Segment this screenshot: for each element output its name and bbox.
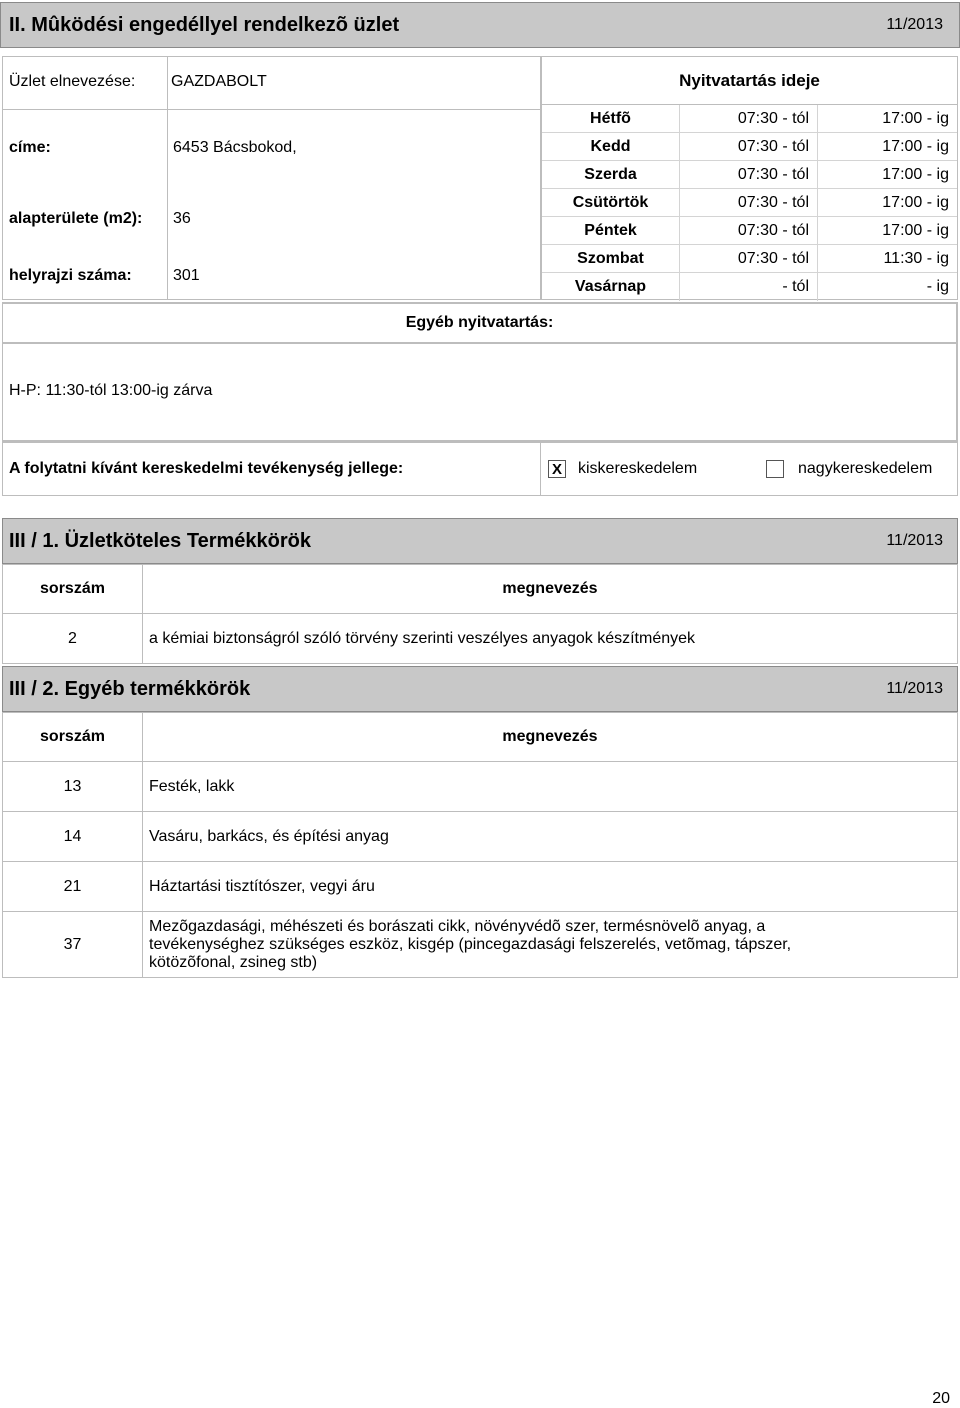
opening-hours-row bbox=[542, 133, 957, 161]
opening-hours-from: 07:30 - tól bbox=[680, 217, 818, 244]
retail-label: kiskereskedelem bbox=[578, 460, 698, 477]
opening-hours-to: 17:00 - ig bbox=[882, 193, 949, 211]
section-2-number: 11/2013 bbox=[886, 16, 943, 33]
col-header-number: sorszám bbox=[3, 565, 143, 613]
opening-hours-to: 17:00 - ig bbox=[882, 165, 949, 183]
row-name: Vasáru, barkács, és építési anyag bbox=[149, 827, 389, 845]
opening-hours-from: 07:30 - tól bbox=[680, 245, 818, 272]
wholesale-label: nagykereskedelem bbox=[798, 460, 933, 477]
other-hours-value: H-P: 11:30-tól 13:00-ig zárva bbox=[9, 382, 213, 399]
table-header-row bbox=[2, 564, 958, 614]
row-number: 21 bbox=[3, 862, 143, 911]
row-name: Mezõgazdasági, méhészeti és borászati cikk, növényvédõ szer, termésnövelõ anyag, a tevékenységhez szükséges eszköz, kisgép (pincegazdasági felszerelés, vetõmag, tápszer, kötözõfonal, zsineg stb) bbox=[149, 917, 792, 971]
other-hours-label-text: Egyéb nyitvatartás: bbox=[405, 314, 554, 331]
page-number: 20 bbox=[932, 1390, 950, 1407]
opening-hours-to: 17:00 - ig bbox=[882, 109, 949, 127]
table-row bbox=[2, 812, 958, 862]
activity-row bbox=[2, 442, 958, 496]
row-number: 2 bbox=[3, 614, 143, 663]
opening-hours-row bbox=[542, 217, 957, 245]
row-number: 13 bbox=[3, 762, 143, 811]
opening-hours-table bbox=[541, 56, 958, 300]
row-name: Háztartási tisztítószer, vegyi áru bbox=[149, 877, 375, 895]
opening-hours-day: Kedd bbox=[542, 133, 680, 160]
row-number: 37 bbox=[3, 912, 143, 977]
shop-name-row-divider bbox=[3, 109, 540, 110]
table-row bbox=[2, 614, 958, 664]
section-2-title: II. Mûködési engedéllyel rendelkezõ üzlet bbox=[9, 13, 400, 36]
shop-address-value: 6453 Bácsbokod, bbox=[173, 139, 297, 156]
table-row bbox=[2, 762, 958, 812]
table-row bbox=[2, 912, 958, 978]
other-hours-label bbox=[3, 304, 956, 344]
opening-hours-from: 07:30 - tól bbox=[680, 161, 818, 188]
opening-hours-row bbox=[542, 161, 957, 189]
opening-hours-from: 07:30 - tól bbox=[680, 105, 818, 132]
opening-hours-to: 11:30 - ig bbox=[883, 249, 949, 267]
section-3-1-header bbox=[2, 518, 958, 564]
opening-hours-to: - ig bbox=[926, 278, 949, 295]
shop-lot-label: helyrajzi száma: bbox=[9, 267, 132, 284]
shop-name-value: GAZDABOLT bbox=[171, 73, 267, 90]
opening-hours-from: - tól bbox=[680, 273, 818, 301]
section-3-1-number: 11/2013 bbox=[886, 532, 943, 549]
col-header-name: megnevezés bbox=[502, 728, 598, 745]
opening-hours-title-text: Nyitvatartás ideje bbox=[679, 70, 820, 90]
opening-hours-from: 07:30 - tól bbox=[680, 189, 818, 216]
row-number: 14 bbox=[3, 812, 143, 861]
retail-option bbox=[548, 457, 697, 481]
col-header-number: sorszám bbox=[3, 713, 143, 761]
shop-address-label: címe: bbox=[9, 139, 51, 156]
row-name: a kémiai biztonságról szóló törvény szerinti veszélyes anyagok készítmények bbox=[149, 629, 696, 647]
opening-hours-from: 07:30 - tól bbox=[680, 133, 818, 160]
other-hours-box bbox=[2, 302, 958, 442]
row-name: Festék, lakk bbox=[149, 777, 235, 795]
shop-area-value: 36 bbox=[173, 210, 191, 227]
table-row bbox=[2, 862, 958, 912]
col-header-name: megnevezés bbox=[502, 580, 598, 597]
wholesale-option bbox=[766, 457, 932, 481]
opening-hours-title bbox=[542, 57, 957, 105]
section-3-2-title: III / 2. Egyéb termékkörök bbox=[9, 677, 251, 700]
section-3-2-header bbox=[2, 666, 958, 712]
section-2-header bbox=[0, 2, 960, 48]
table-header-row bbox=[2, 712, 958, 762]
shop-area-label: alapterülete (m2): bbox=[9, 210, 143, 227]
opening-hours-day: Hétfõ bbox=[542, 105, 680, 132]
shop-lot-value: 301 bbox=[173, 267, 200, 284]
opening-hours-row bbox=[542, 105, 957, 133]
wholesale-checkbox[interactable] bbox=[766, 460, 784, 478]
section-3-1-title: III / 1. Üzletköteles Termékkörök bbox=[9, 529, 311, 552]
retail-checkbox[interactable]: X bbox=[548, 460, 566, 478]
section-3-2-number: 11/2013 bbox=[886, 680, 943, 697]
shop-name-label: Üzlet elnevezése: bbox=[9, 73, 136, 90]
activity-label-text: A folytatni kívánt kereskedelmi tevékenység jellege: bbox=[9, 460, 404, 477]
opening-hours-day: Vasárnap bbox=[542, 273, 680, 301]
opening-hours-to: 17:00 - ig bbox=[882, 137, 949, 155]
opening-hours-row bbox=[542, 189, 957, 217]
opening-hours-day: Csütörtök bbox=[542, 189, 680, 216]
opening-hours-day: Szombat bbox=[542, 245, 680, 272]
opening-hours-day: Péntek bbox=[542, 217, 680, 244]
opening-hours-to: 17:00 - ig bbox=[882, 221, 949, 239]
opening-hours-day: Szerda bbox=[542, 161, 680, 188]
activity-label bbox=[3, 443, 541, 495]
opening-hours-row bbox=[542, 245, 957, 273]
opening-hours-row bbox=[542, 273, 957, 301]
shop-info-box bbox=[2, 56, 541, 300]
